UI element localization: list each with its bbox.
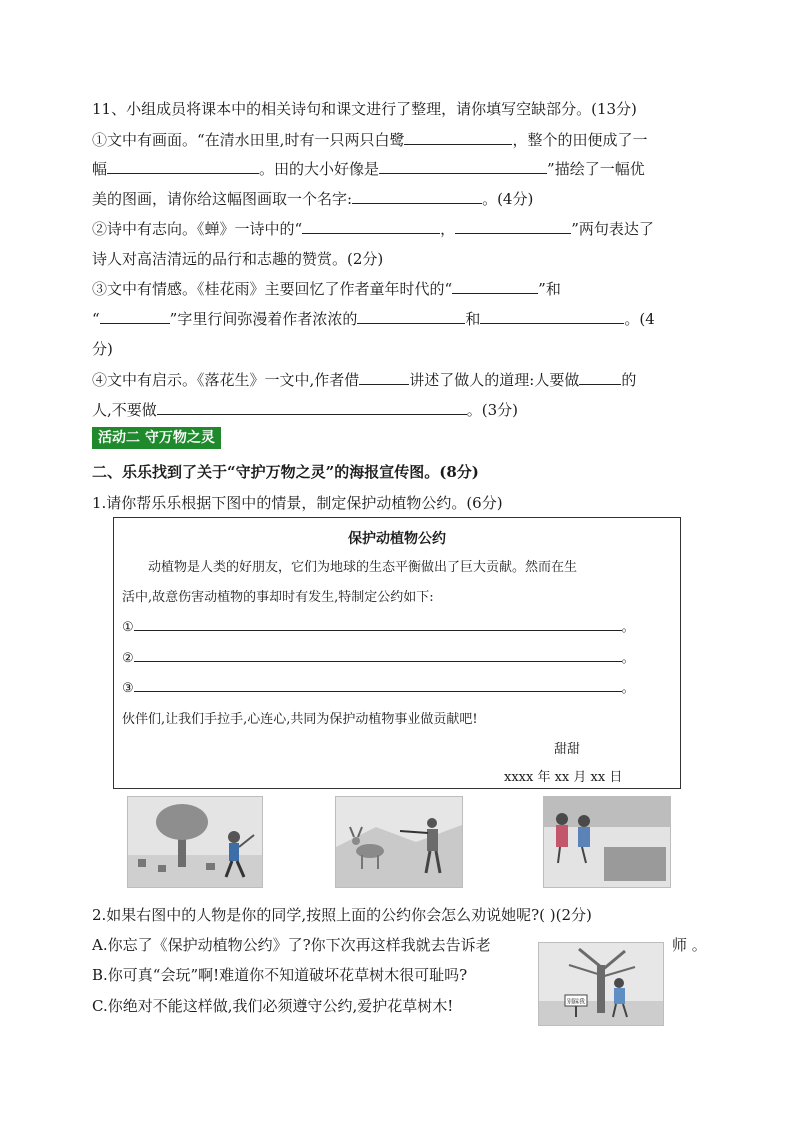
answer-blank[interactable] xyxy=(480,309,624,324)
scene-kids-playing-image xyxy=(543,796,671,888)
q11-line-9: ④文中有启示。《落花生》一文中,作者借 讲述了做人的道理:人要做 的 xyxy=(92,371,637,389)
convention-paragraph-2: 活中,故意伤害动植物的事却时有发生,特制定公约如下: xyxy=(122,590,434,605)
convention-date: xxxx 年 xx 月 xx 日 xyxy=(504,770,623,785)
answer-blank[interactable] xyxy=(379,159,547,174)
convention-signer: 甜甜 xyxy=(554,742,581,757)
scene-hunter-deer-image xyxy=(335,796,463,888)
convention-item-1: ① 。 xyxy=(122,616,635,635)
q11-line-10: 人,不要做 。(3分) xyxy=(92,401,519,419)
answer-blank[interactable] xyxy=(359,370,409,385)
answer-blank[interactable] xyxy=(100,309,170,324)
q11-line-5: 诗人对高洁清远的品行和志趣的赞赏。(2分) xyxy=(92,250,384,268)
convention-item-3: ③ 。 xyxy=(122,677,635,696)
section-2-title: 二、乐乐找到了关于“守护万物之灵”的海报宣传图。(8分) xyxy=(92,463,479,481)
q11-line-3: 美的图画，请你给这幅图画取一个名字: 。(4分) xyxy=(92,190,534,208)
q2-option-b[interactable]: B.你可真“会玩”啊!难道你不知道破坏花草树木很可耻吗? xyxy=(92,966,468,984)
convention-item-2: ② 。 xyxy=(122,647,635,666)
convention-paragraph-1: 动植物是人类的好朋友，它们为地球的生态平衡做出了巨大贡献。然而在生 xyxy=(148,560,578,575)
convention-title: 保护动植物公约 xyxy=(348,531,446,547)
q11-line-4: ②诗中有志向。《蝉》一诗中的“ ， ”两句表达了 xyxy=(92,220,654,238)
convention-closing: 伙伴们,让我们手拉手,心连心,共同为保护动植物事业做贡献吧! xyxy=(122,712,478,727)
answer-blank[interactable] xyxy=(452,279,538,294)
sign-text: 别踩我 xyxy=(566,998,586,1006)
q11-line-6: ③文中有情感。《桂花雨》主要回忆了作者童年时代的“ ”和 xyxy=(92,280,561,298)
answer-blank[interactable] xyxy=(134,616,622,631)
activity-tag: 活动二 守万物之灵 xyxy=(92,427,221,449)
q2-option-a-tail: 师 。 xyxy=(672,936,707,954)
q2-option-c[interactable]: C.你绝对不能这样做,我们必须遵守公约,爱护花草树木! xyxy=(92,997,454,1015)
q2-option-a[interactable]: A.你忘了《保护动植物公约》了?你下次再这样我就去告诉老 xyxy=(92,936,491,954)
answer-blank[interactable] xyxy=(404,130,512,145)
q11-line-2: 幅 。田的大小好像是 ”描绘了一幅优 xyxy=(92,160,645,178)
answer-blank[interactable] xyxy=(455,219,571,234)
q11-title: 11、小组成员将课本中的相关诗句和课文进行了整理，请你填写空缺部分。(13分) xyxy=(92,100,637,118)
q1-title: 1.请你帮乐乐根据下图中的情景，制定保护动植物公约。(6分) xyxy=(92,494,503,512)
scene-girl-shaking-tree-image xyxy=(538,942,664,1026)
answer-blank[interactable] xyxy=(134,677,622,692)
q11-line-7: “ ”字里行间弥漫着作者浓浓的 和 。(4 xyxy=(92,310,655,328)
answer-blank[interactable] xyxy=(579,370,621,385)
convention-box xyxy=(113,517,681,789)
answer-blank[interactable] xyxy=(134,647,622,662)
answer-blank[interactable] xyxy=(157,400,467,415)
q2-title: 2.如果右图中的人物是你的同学,按照上面的公约你会怎么劝说她呢?( )(2分) xyxy=(92,906,592,924)
q11-line-1: ①文中有画面。“在清水田里,时有一只两只白鹭 ，整个的田便成了一 xyxy=(92,131,648,149)
answer-blank[interactable] xyxy=(107,159,259,174)
answer-blank[interactable] xyxy=(302,219,440,234)
answer-blank[interactable] xyxy=(357,309,465,324)
scene-boy-chopping-tree-image xyxy=(127,796,263,888)
answer-blank[interactable] xyxy=(352,189,482,204)
q11-line-8: 分) xyxy=(92,340,113,358)
